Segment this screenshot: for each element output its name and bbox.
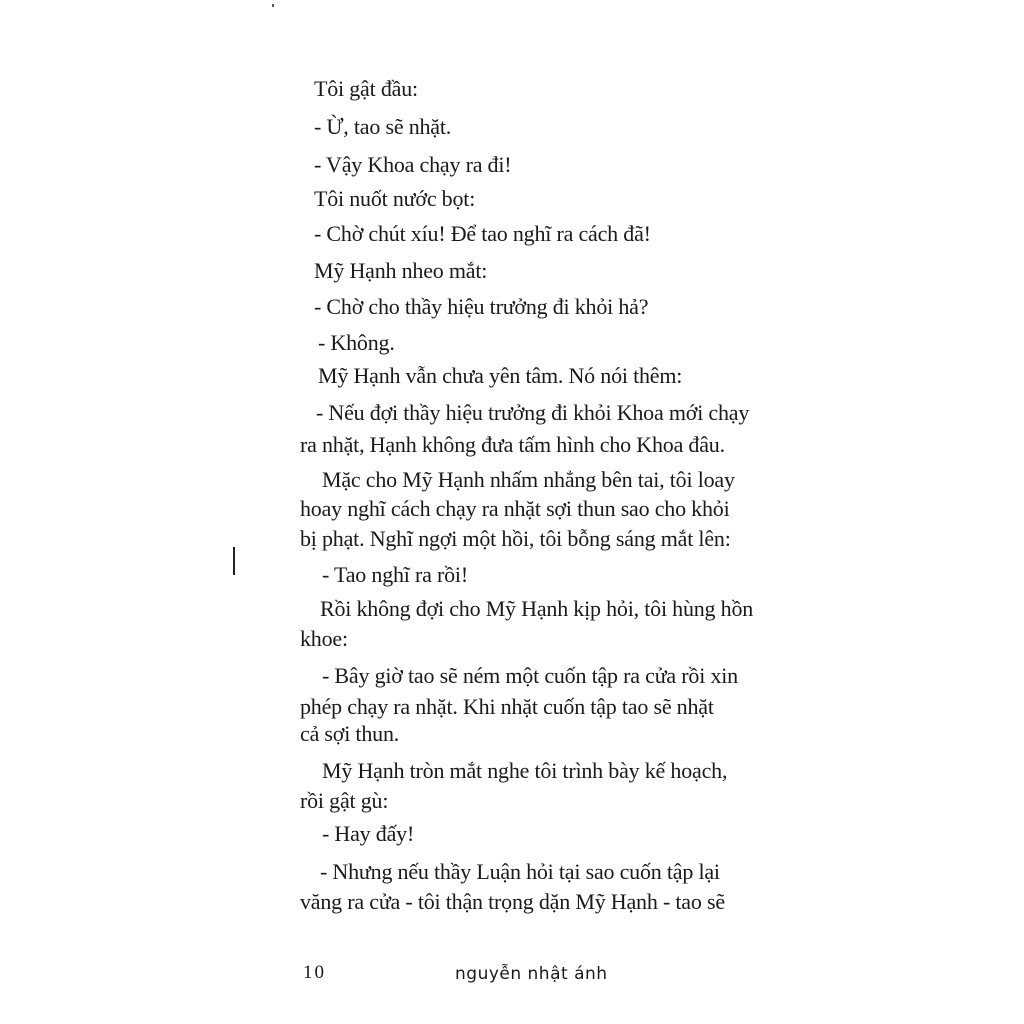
text-line: - Nhưng nếu thầy Luận hỏi tại sao cuốn tập lại [320, 859, 720, 884]
scan-dust-mark [272, 4, 274, 7]
text-line: - Hay đấy! [322, 821, 415, 846]
text-line: cả sợi thun. [300, 721, 400, 746]
text-line: - Không. [318, 330, 395, 355]
text-line: Tôi gật đầu: [314, 76, 418, 101]
text-line: rồi gật gù: [300, 788, 389, 813]
text-line: hoay nghĩ cách chạy ra nhặt sợi thun sao cho khỏi [300, 496, 730, 521]
author-name: nguyễn nhật ánh [455, 964, 608, 984]
text-line: - Vậy Khoa chạy ra đi! [314, 152, 512, 177]
text-line: - Bây giờ tao sẽ ném một cuốn tập ra cửa rồi xin [322, 663, 738, 688]
text-line: Mỹ Hạnh vẫn chưa yên tâm. Nó nói thêm: [318, 363, 683, 388]
text-line: - Chờ cho thầy hiệu trưởng đi khỏi hả? [314, 294, 649, 319]
text-line: Mỹ Hạnh tròn mắt nghe tôi trình bày kế hoạch, [322, 758, 728, 783]
text-line: Mặc cho Mỹ Hạnh nhấm nhẳng bên tai, tôi loay [322, 467, 735, 492]
text-line: ra nhặt, Hạnh không đưa tấm hình cho Khoa đâu. [300, 432, 725, 457]
text-line: - Nếu đợi thầy hiệu trưởng đi khỏi Khoa mới chạy [316, 400, 750, 425]
text-line: khoe: [300, 626, 348, 651]
text-line: bị phạt. Nghĩ ngợi một hồi, tôi bỗng sáng mắt lên: [300, 526, 731, 551]
text-line: Tôi nuốt nước bọt: [314, 186, 476, 211]
text-line: văng ra cửa - tôi thận trọng dặn Mỹ Hạnh - tao sẽ [300, 889, 725, 914]
text-line: phép chạy ra nhặt. Khi nhặt cuốn tập tao sẽ nhặt [300, 694, 714, 719]
page-number: 10 [303, 962, 326, 983]
text-line: Rồi không đợi cho Mỹ Hạnh kịp hỏi, tôi hùng hồn [320, 596, 754, 621]
text-line: - Chờ chút xíu! Để tao nghĩ ra cách đã! [314, 221, 651, 246]
text-line: Mỹ Hạnh nheo mắt: [314, 258, 488, 283]
text-line: - Ừ, tao sẽ nhặt. [314, 114, 452, 139]
scan-edge-mark [233, 547, 235, 575]
text-line: - Tao nghĩ ra rồi! [322, 562, 468, 587]
